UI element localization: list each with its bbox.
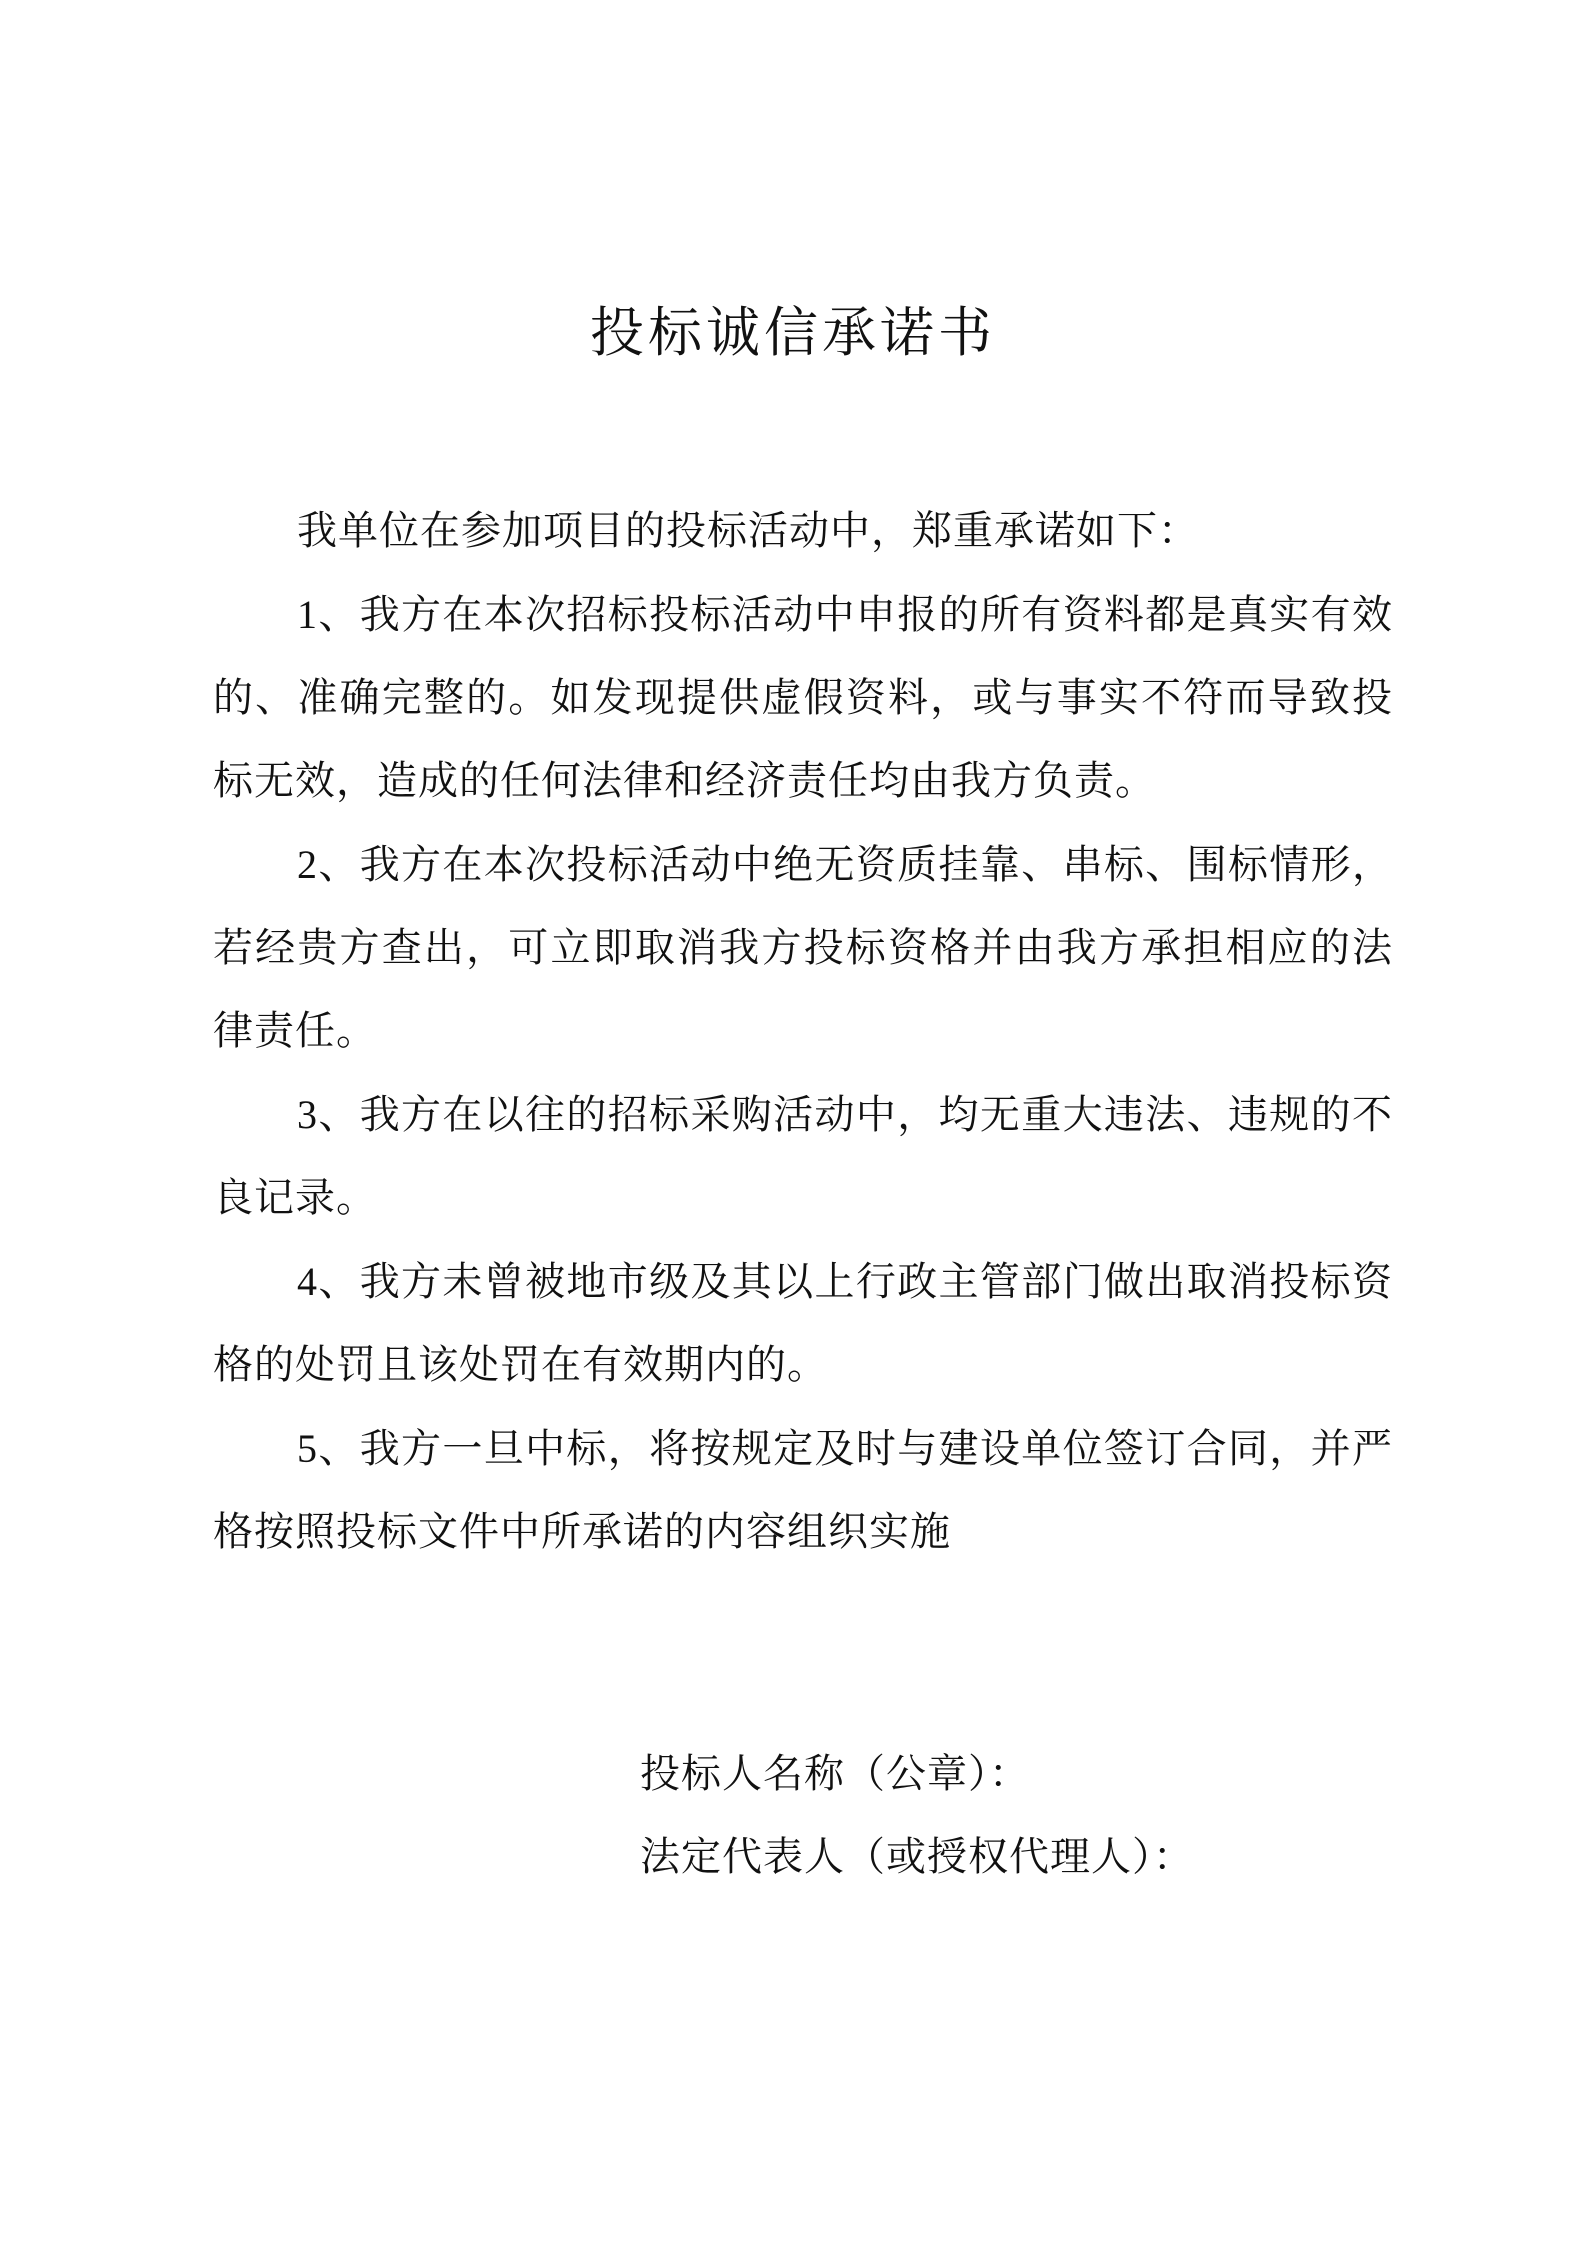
commitment-item-3 — [213, 1073, 1393, 1240]
item-text: 、我方一旦中标，将按规定及时与建设单位签订合同，并严格按照投标文件中所承诺的内容组织实施 — [213, 1426, 1393, 1555]
item-text: 、我方未曾被地市级及其以上行政主管部门做出取消投标资格的处罚且该处罚在有效期内的。 — [213, 1259, 1393, 1388]
commitment-item-2 — [213, 823, 1393, 1073]
commitment-item-4 — [213, 1240, 1393, 1407]
legal-representative-label: 法定代表人（或授权代理人）： — [640, 1834, 1194, 1880]
document-body — [213, 490, 1393, 1574]
item-number: 5 — [297, 1426, 318, 1471]
item-number: 1 — [297, 592, 318, 637]
item-number: 2 — [297, 842, 318, 887]
item-number: 4 — [297, 1259, 318, 1304]
bidder-name-label: 投标人名称（公章）： — [640, 1751, 1030, 1797]
item-text: 、我方在本次投标活动中绝无资质挂靠、串标、围标情形，若经贵方查出，可立即取消我方投标资格并由我方承担相应的法律责任。 — [213, 842, 1393, 1054]
intro-paragraph: 我单位在参加项目的投标活动中，郑重承诺如下： — [297, 508, 1199, 554]
commitment-item-1 — [213, 573, 1393, 823]
signature-block — [640, 1733, 1194, 1899]
document-title: 投标诚信承诺书 — [590, 301, 996, 364]
item-text: 、我方在以往的招标采购活动中，均无重大违法、违规的不良记录。 — [213, 1092, 1393, 1221]
commitment-item-5 — [213, 1407, 1393, 1574]
item-number: 3 — [297, 1092, 318, 1137]
item-text: 、我方在本次招标投标活动中申报的所有资料都是真实有效的、准确完整的。如发现提供虚假资料，或与事实不符而导致投标无效，造成的任何法律和经济责任均由我方负责。 — [213, 592, 1393, 804]
